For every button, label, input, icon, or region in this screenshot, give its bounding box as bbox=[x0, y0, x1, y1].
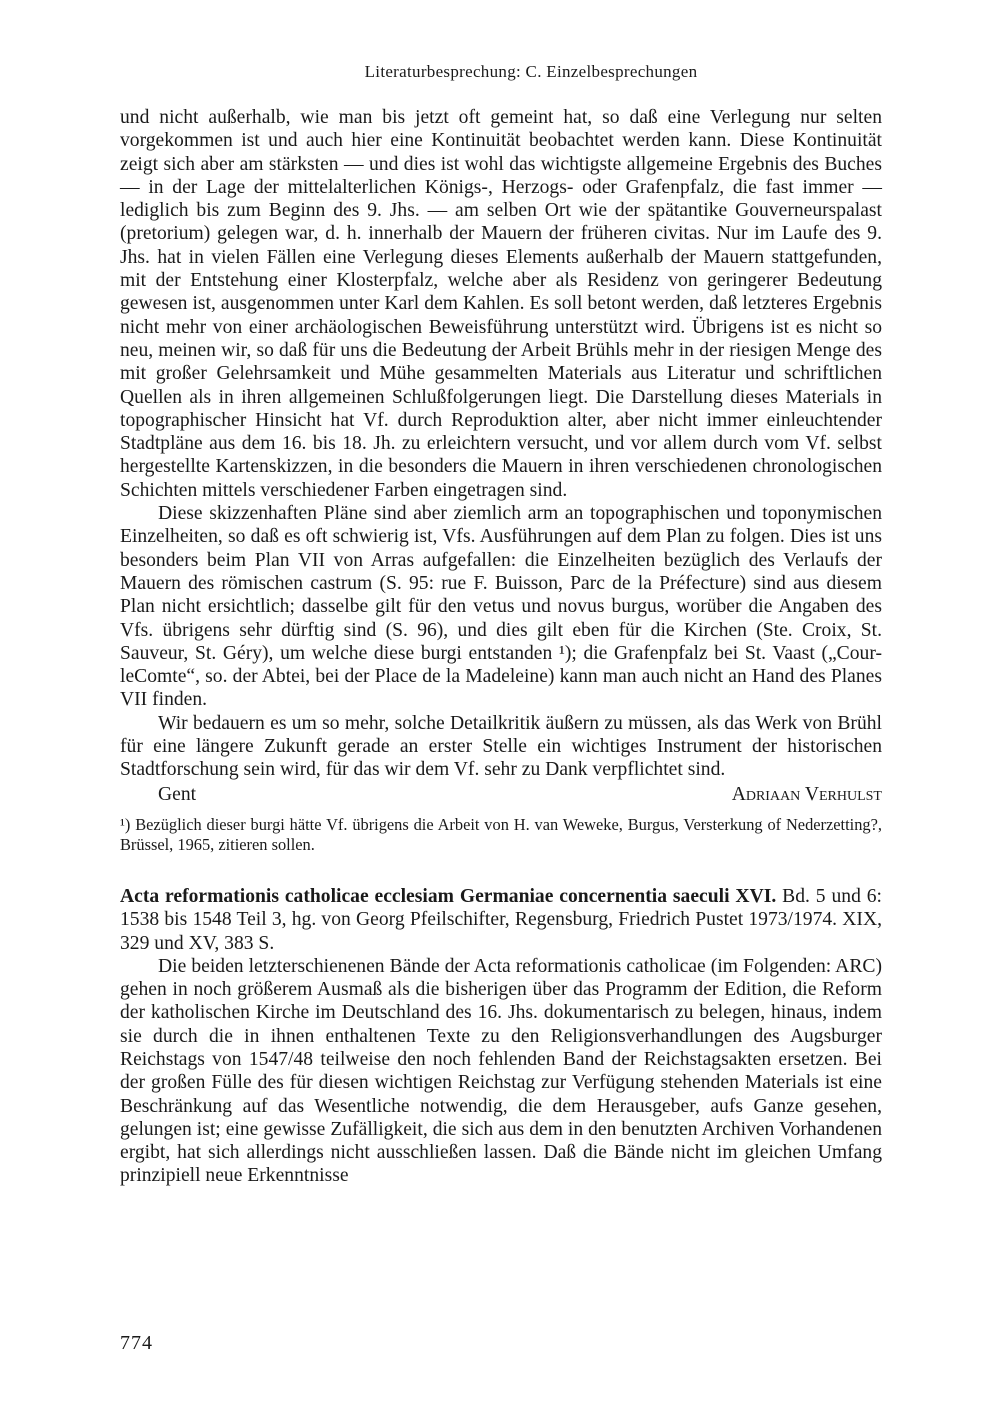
review1-footnote: ¹) Bezüglich dieser burgi hätte Vf. übrigens die Arbeit von H. van Weweke, Burgus, Versterkung of Nederzetting?, Brüssel, 1965, zitieren sollen. bbox=[120, 814, 882, 854]
review2-paragraph: Die beiden letzterschienenen Bände der Acta reformationis catholicae (im Folgenden: ARC) gehen in noch größerem Ausmaß als die bisherigen über das Programm der Edition, die Reform der katholischen Kirche im Deutschland des 16. Jhs. dokumentarisch zu belegen, hinaus, indem sie durch die in ihnen enthaltenen Texte zu den Religionsverhandlungen des Augsburger Reichstags von 1547/48 teilweise den noch fehlenden Band der Reichstagsakten ersetzen. Bei der großen Fülle des für diesen wichtigen Reichstag zur Verfügung stehenden Materials ist eine Beschränkung auf das Wesentliche notwendig, die dem Herausgeber, aufs Ganze gesehen, gelungen ist; eine gewisse Zufälligkeit, die sich aus dem in den benutzten Archiven Vorhandenen ergibt, hat sich allerdings nicht ausschließen lassen. Daß die Bände nicht im gleichen Umfang prinzipiell neue Erkenntnisse bbox=[120, 955, 882, 1187]
review1-signature bbox=[120, 783, 882, 806]
review1-place: Gent bbox=[158, 783, 197, 805]
review2-bibliography: Bd. 5 und 6: 1538 bis 1548 Teil 3, hg. von Georg Pfeilschifter, Regensburg, Friedrich Pustet 1973/1974. XIX, 329 und XV, 383 S. bbox=[120, 885, 882, 954]
review2-title: Acta reformationis catholicae ecclesiam Germaniae concernentia saeculi XVI. bbox=[120, 885, 777, 907]
review1-paragraph-1: und nicht außerhalb, wie man bis jetzt oft gemeint hat, so daß eine Verlegung nur selten vorgekommen ist und auch hier eine Kontinuität beobachtet werden kann. Diese Kontinuität zeigt sich aber am stärksten — und dies ist wohl das wichtigste allgemeine Ergebnis des Buches — in der Lage der mittelalterlichen Königs-, Herzogs- oder Grafenpfalz, die fast immer — lediglich bis zum Beginn des 9. Jhs. — am selben Ort wie der spätantike Gouverneurspalast (pretorium) gelegen war, d. h. innerhalb der Mauern der früheren civitas. Nur im Laufe des 9. Jhs. hat in vielen Fällen eine Verlegung dieses Elements außerhalb der Mauern stattgefunden, mit der Entstehung einer Klosterpfalz, welche aber als Residenz von geringerer Bedeutung gewesen ist, ausgenommen unter Karl dem Kahlen. Es soll betont werden, daß letzteres Ergebnis nicht mehr von einer archäologischen Beweisführung unterstützt wird. Übrigens ist es nicht so neu, meinen wir, so daß für uns die Bedeutung der Arbeit Brühls mehr in der riesigen Menge des mit großer Gelehrsamkeit und Mühe gesammelten Materials aus Literatur und schriftlichen Quellen als in ihren allgemeinen Schlußfolgerungen liegt. Die Darstellung dieses Materials in topographischer Hinsicht hat Vf. durch Reproduktion alter, aber nicht immer einleuchtender Stadtpläne aus dem 16. bis 18. Jh. zu erleichtern versucht, und vor allem durch vom Vf. selbst hergestellte Kartenskizzen, in die besonders die Mauern in ihren verschiedenen chronologischen Schichten mittels verschiedener Farben eingetragen sind. bbox=[120, 107, 882, 501]
page-number: 774 bbox=[120, 1332, 153, 1354]
page-content bbox=[120, 62, 882, 1188]
running-head: Literaturbesprechung: C. Einzelbesprechungen bbox=[364, 62, 698, 81]
review1-reviewer: Adriaan Verhulst bbox=[731, 783, 882, 805]
review2-section bbox=[120, 885, 882, 1188]
review1-paragraph-2: Diese skizzenhaften Pläne sind aber ziemlich arm an topographischen und toponymischen Einzelheiten, so daß es oft schwierig ist, Vfs. Ausführungen auf dem Plan zu folgen. Dies ist uns besonders beim Plan VII von Arras aufgefallen: die Einzelheiten bezüglich des Verlaufs der Mauern des römischen castrum (S. 95: rue F. Buisson, Parc de la Préfecture) sind aus diesem Plan nicht ersichtlich; dasselbe gilt für den vetus und novus burgus, worüber die Angaben des Vfs. übrigens sehr dürftig sind (S. 96), und dies gilt eben für die Kirchen (Ste. Croix, St. Sauveur, St. Géry), um welche diese burgi entstanden ¹); die Grafenpfalz bei St. Vaast („Cour-leComte“, so. der Abtei, bei der Place de la Madeleine) kann man auch nicht an Hand des Planes VII finden. bbox=[120, 503, 882, 711]
review1-paragraph-3: Wir bedauern es um so mehr, solche Detailkritik äußern zu müssen, als das Werk von Brühl für eine längere Zukunft gerade an erster Stelle ein wichtiges Instrument der historischen Stadtforschung sein wird, für das wir dem Vf. sehr zu Dank verpflichtet sind. bbox=[120, 712, 882, 781]
review2-heading bbox=[120, 885, 882, 955]
